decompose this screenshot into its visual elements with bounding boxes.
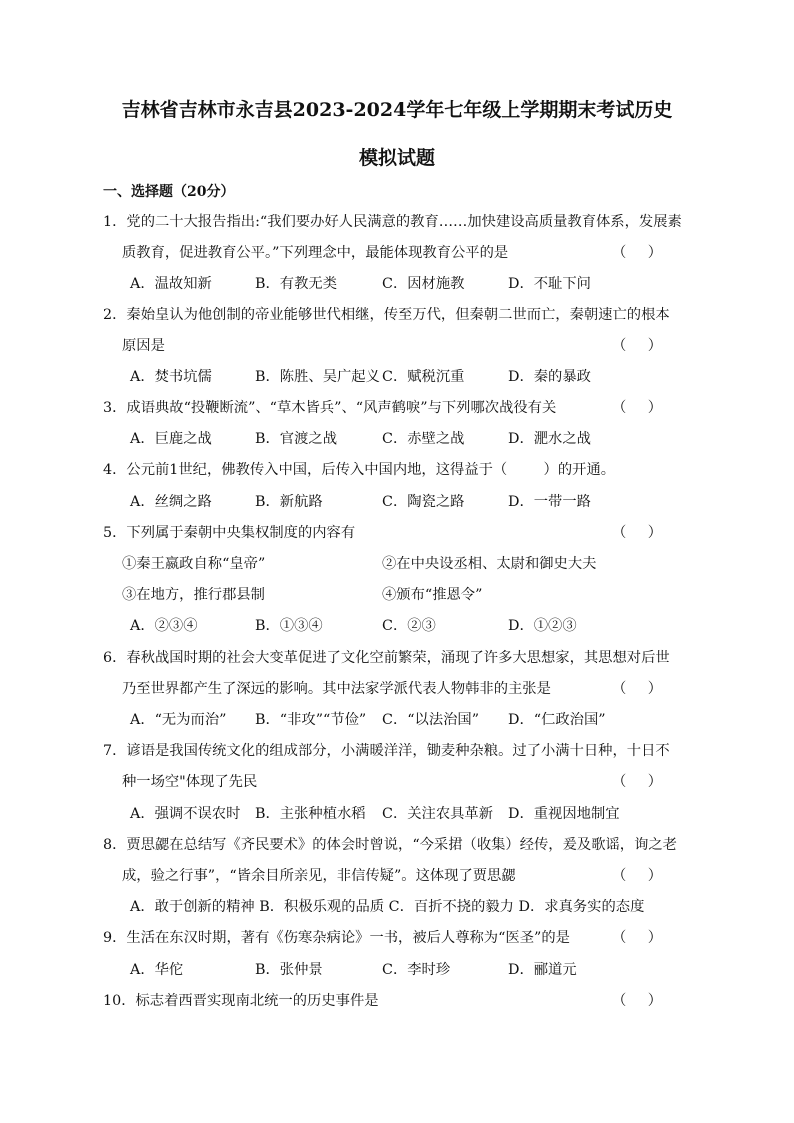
option-d: D．郦道元 (508, 962, 577, 978)
option-a: A．焚书坑儒 (130, 369, 212, 385)
option-b: B．官渡之战 (255, 431, 337, 447)
page-subtitle: 模拟试题 (358, 147, 435, 169)
option-b: B．有教无类 (255, 276, 337, 292)
question-2-stem: 2．秦始皇认为他创制的帝业能够世代相继，传至万代，但秦朝二世而亡，秦朝速亡的根本 (103, 307, 670, 323)
statement-1: ①秦王嬴政自称“皇帝” (122, 556, 266, 572)
option-b: B．张仲景 (255, 962, 323, 978)
option-c: C．“以法治国” (382, 712, 480, 728)
question-3-answer-bracket: （ ） (612, 400, 662, 416)
option-d: D．“仁政治国” (508, 712, 606, 728)
question-6-stem: 6．春秋战国时期的社会大变革促进了文化空前繁荣，涌现了许多大思想家，其思想对后世 (103, 650, 670, 666)
option-d: D．重视因地制宜 (508, 806, 620, 822)
statement-3: ③在地方，推行郡县制 (122, 587, 265, 603)
option-b: B．①③④ (255, 618, 323, 634)
option-d: D．秦的暴政 (508, 369, 591, 385)
question-5-stem: 5．下列属于秦朝中央集权制度的内容有 (103, 525, 356, 541)
question-8-stem: 8．贾思勰在总结写《齐民要术》的体会时曾说，“今采捃（收集）经传，爰及歌谣，询之老 (103, 837, 677, 853)
option-b: B．主张种植水稻 (255, 806, 366, 822)
option-d: D．不耻下问 (508, 276, 591, 292)
option-c: C．关注农具革新 (382, 806, 494, 822)
option-d: D．一带一路 (508, 494, 591, 510)
option-c: C．赋税沉重 (382, 369, 465, 385)
option-a: A．强调不误农时 (130, 806, 241, 822)
question-7-stem: 7．谚语是我国传统文化的组成部分，小满暖洋洋，锄麦种杂粮。过了小满十日种，十日不 (103, 743, 670, 759)
option-b: B．陈胜、吴广起义 (255, 369, 380, 385)
section-heading: 一、选择题（20分） (103, 184, 235, 200)
question-1-stem: 1．党的二十大报告指出:“我们要办好人民满意的教育……加快建设高质量教育体系，发展素 (103, 214, 682, 230)
statement-2: ②在中央设丞相、太尉和御史大夫 (382, 556, 597, 572)
question-6-stem-cont: 乃至世界都产生了深远的影响。其中法家学派代表人物韩非的主张是 (122, 681, 551, 697)
option-a: A．②③④ (130, 618, 198, 634)
question-9-answer-bracket: （ ） (612, 930, 662, 946)
question-1-stem-cont: 质教育，促进教育公平。”下列理念中，最能体现教育公平的是 (122, 245, 509, 261)
question-9-stem: 9．生活在东汉时期，著有《伤寒杂病论》一书，被后人尊称为“医圣”的是 (103, 930, 570, 946)
question-1-answer-bracket: （ ） (612, 245, 662, 261)
option-c: C．陶瓷之路 (382, 494, 465, 510)
page-title: 吉林省吉林市永吉县2023-2024学年七年级上学期期末考试历史 (121, 99, 673, 121)
question-8-stem-cont: 成，验之行事”，“皆余目所亲见，非信传疑”。这体现了贾思勰 (122, 868, 516, 884)
option-b: B．“非攻”“节俭” (255, 712, 367, 728)
question-2-stem-cont: 原因是 (122, 338, 165, 354)
option-b: B．新航路 (255, 494, 323, 510)
option-a: A．丝绸之路 (130, 494, 212, 510)
question-5-answer-bracket: （ ） (612, 525, 662, 541)
option-c: C．赤壁之战 (382, 431, 465, 447)
question-10-stem: 10．标志着西晋实现南北统一的历史事件是 (103, 993, 379, 1009)
question-3-stem: 3．成语典故“投鞭断流”、“草木皆兵”、“风声鹤唳”与下列哪次战役有关 (103, 400, 557, 416)
option-c: C．因材施教 (382, 276, 465, 292)
option-c: C．李时珍 (382, 962, 451, 978)
question-8-options: A．敢于创新的精神 B．积极乐观的品质 C．百折不挠的毅力 D．求真务实的态度 (130, 899, 645, 915)
option-a: A．温故知新 (130, 276, 212, 292)
statement-4: ④颁布“推恩令” (382, 587, 483, 603)
option-d: D．①②③ (508, 618, 577, 634)
option-a: A．“无为而治” (130, 712, 227, 728)
question-10-answer-bracket: （ ） (612, 993, 662, 1009)
option-d: D．淝水之战 (508, 431, 591, 447)
question-8-answer-bracket: （ ） (612, 868, 662, 884)
question-2-answer-bracket: （ ） (612, 338, 662, 354)
question-6-answer-bracket: （ ） (612, 681, 662, 697)
question-4-stem: 4．公元前1世纪，佛教传入中国，后传入中国内地，这得益于（ ）的开通。 (103, 462, 616, 478)
option-a: A．巨鹿之战 (130, 431, 212, 447)
option-a: A．华佗 (130, 962, 184, 978)
option-c: C．②③ (382, 618, 436, 634)
question-7-answer-bracket: （ ） (612, 774, 662, 790)
question-7-stem-cont: 种一场空"体现了先民 (122, 774, 258, 790)
